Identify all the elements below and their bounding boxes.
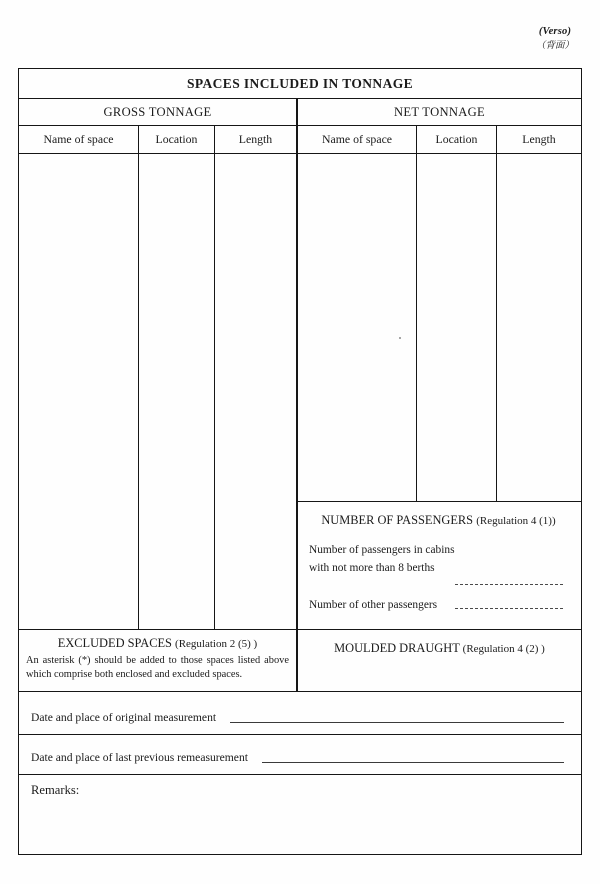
cabins-passengers-label: [306, 542, 571, 577]
net-col-header-length: Length: [496, 126, 581, 153]
remeasurement-label: Date and place of last previous remeasurement: [31, 751, 248, 764]
other-passengers-fill-line: [455, 608, 563, 609]
moulded-draught-title: MOULDED DRAUGHT: [334, 641, 460, 655]
gross-body: [19, 154, 296, 629]
passengers-title-text: NUMBER OF PASSENGERS: [321, 513, 474, 527]
moulded-draught-box: [298, 629, 581, 691]
verso-marker: [536, 25, 574, 53]
number-of-passengers-box: [298, 501, 581, 629]
tonnage-columns-section: [19, 99, 581, 691]
remarks-label: Remarks:: [31, 783, 80, 797]
net-col-header-name: Name of space: [321, 132, 393, 146]
original-measurement-fill-line: [230, 722, 564, 723]
verso-label-cjk: （背面）: [535, 40, 574, 51]
gross-col-header-location: Location: [138, 126, 214, 153]
excluded-spaces-title-text: EXCLUDED SPACES: [57, 636, 172, 650]
other-passengers-row: [306, 599, 571, 611]
remeasurement-fill-line: [262, 762, 564, 763]
gross-column-headers: [19, 126, 296, 154]
scan-speck: [399, 337, 401, 339]
net-tonnage-header: NET TONNAGE: [298, 99, 581, 126]
passengers-regulation: (Regulation 4 (1)): [476, 515, 556, 527]
excluded-spaces-regulation: (Regulation 2 (5) ): [175, 638, 258, 650]
passengers-title: [306, 513, 571, 528]
verso-label: (Verso): [538, 26, 572, 37]
net-col-header-location: Location: [416, 126, 496, 153]
gross-col-header-name: Name of space: [43, 132, 114, 146]
cabins-passengers-label-line1: Number of passengers in cabins: [309, 544, 455, 556]
gross-location-column: [138, 154, 214, 629]
excluded-spaces-title: [26, 636, 289, 651]
gross-length-column: [214, 154, 296, 629]
excluded-spaces-note: An asterisk (*) should be added to those spaces listed above which comprise both enclosed and excluded spaces.: [26, 655, 289, 680]
other-passengers-label: Number of other passengers: [309, 599, 438, 612]
gross-col-header-length: Length: [214, 126, 296, 153]
gross-name-column: [19, 154, 138, 629]
tonnage-form-table: [18, 68, 582, 855]
gross-tonnage-section: [19, 99, 298, 691]
cabins-passengers-label-line2: with not more than 8 berths: [309, 561, 435, 574]
original-measurement-row: [19, 691, 581, 734]
remeasurement-row: [19, 734, 581, 774]
net-location-column: [416, 154, 496, 501]
net-body: [298, 154, 581, 501]
net-length-column: [496, 154, 581, 501]
cabins-passengers-fill-line: [455, 584, 563, 585]
form-title: SPACES INCLUDED IN TONNAGE: [19, 69, 581, 99]
remarks-area: [19, 774, 581, 854]
gross-tonnage-header: GROSS TONNAGE: [19, 99, 296, 126]
excluded-spaces-box: [19, 629, 296, 691]
net-column-headers: [298, 126, 581, 154]
net-tonnage-section: [298, 99, 581, 691]
original-measurement-label: Date and place of original measurement: [31, 711, 217, 724]
net-name-column: [298, 154, 416, 501]
moulded-draught-regulation: (Regulation 4 (2) ): [462, 643, 545, 655]
